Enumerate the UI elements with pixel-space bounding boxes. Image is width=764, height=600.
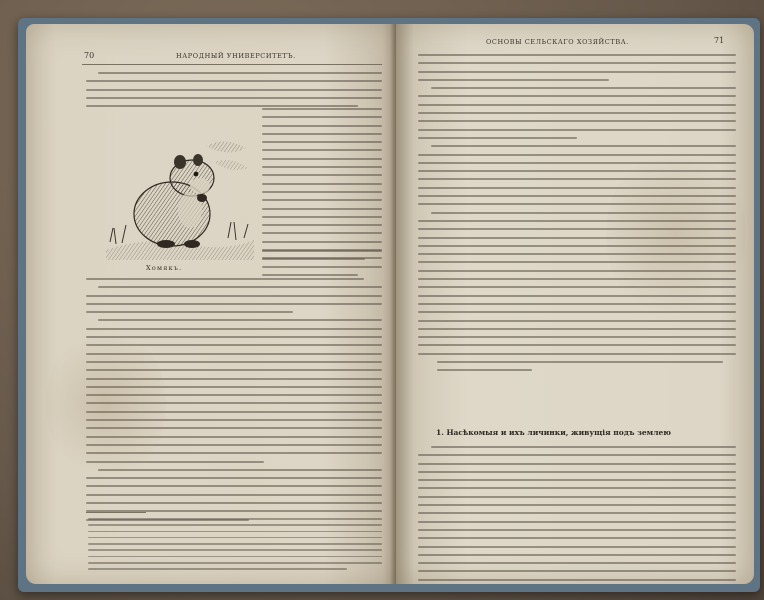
footnote-rule [86,512,146,513]
left-footnote [88,518,382,575]
right-running-head: ОСНОВЫ СЕЛЬСКАГО ХОЗЯЙСТВА. [486,38,629,46]
left-page-number: 70 [84,51,95,60]
left-text-beside-caption [262,250,382,267]
right-text-section [418,446,736,584]
paper-stain [46,324,166,484]
right-page-number: 71 [714,36,725,45]
left-head-rule [82,64,382,65]
figure-caption: Хомякъ. [146,264,183,272]
open-book [26,24,756,586]
left-page [26,24,398,584]
hamster-engraving [106,132,254,260]
section-heading: 1. Насѣкомыя и ихъ личинки, живущія подъ землею [436,428,671,437]
left-running-head: НАРОДНЫЙ УНИВЕРСИТЕТЪ. [176,52,296,60]
right-page [396,24,754,584]
paper-stain-right [606,144,746,324]
